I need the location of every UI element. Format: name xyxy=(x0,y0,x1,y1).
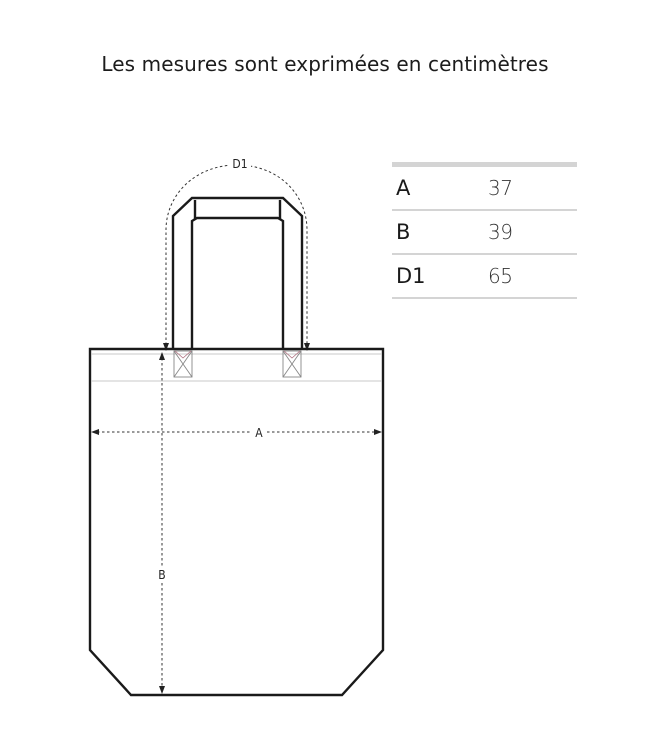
measurement-value: 65 xyxy=(488,264,513,288)
d1-label: D1 xyxy=(232,157,248,171)
measurement-row-a xyxy=(392,167,577,211)
measurement-key: D1 xyxy=(396,264,426,288)
stitch-box-right xyxy=(283,351,301,377)
page-title: Les mesures sont exprimées en centimètres xyxy=(101,52,549,76)
measurement-value: 37 xyxy=(488,176,513,200)
measurement-key: B xyxy=(396,220,411,244)
measurement-value: 39 xyxy=(488,220,513,244)
d1-dimension xyxy=(166,165,307,345)
a-arrow-right xyxy=(374,429,382,435)
a-arrow-left xyxy=(91,429,99,435)
b-arrow-bottom xyxy=(159,686,165,694)
bag-body xyxy=(90,349,383,695)
stitch-box-left xyxy=(174,351,192,377)
measurement-row-d1 xyxy=(392,255,577,299)
measurements-table xyxy=(392,162,577,299)
b-label: B xyxy=(158,568,166,582)
a-label: A xyxy=(255,426,263,440)
measurement-key: A xyxy=(396,176,411,200)
measurement-row-b xyxy=(392,211,577,255)
bag-handle xyxy=(173,198,302,349)
b-arrow-top xyxy=(159,352,165,360)
